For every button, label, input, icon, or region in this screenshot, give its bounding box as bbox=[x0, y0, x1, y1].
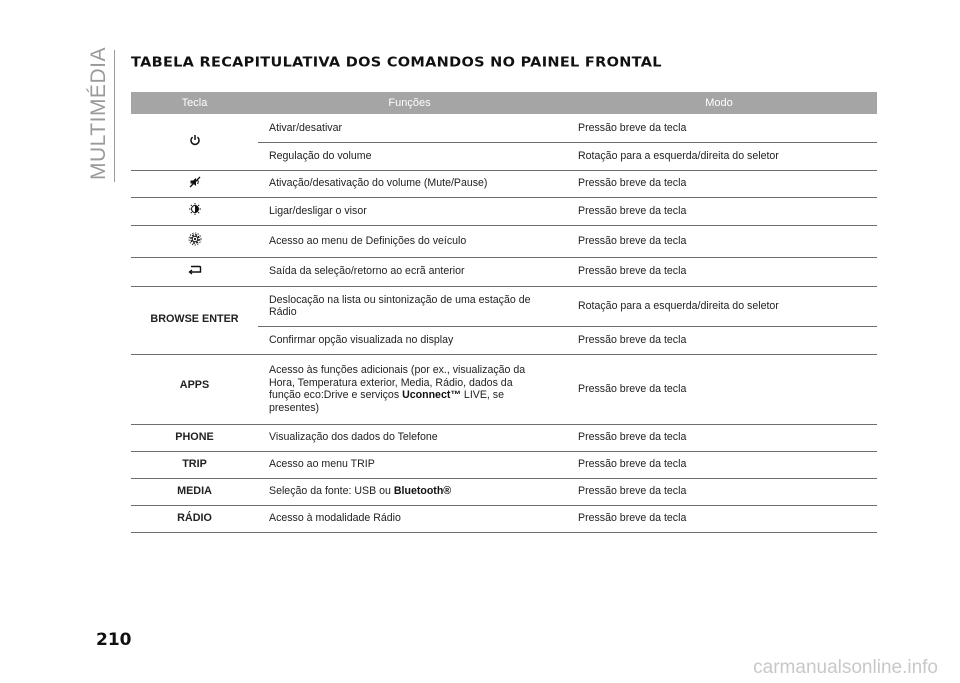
media-function-text: Seleção da fonte: USB ou bbox=[269, 485, 391, 498]
header-key: Tecla bbox=[131, 92, 258, 114]
section-label bbox=[84, 47, 114, 180]
header-functions: Funções bbox=[258, 92, 561, 114]
page-title: TABELA RECAPITULATIVA DOS COMANDOS NO PAINEL FRONTAL bbox=[131, 55, 662, 71]
table-row bbox=[131, 197, 877, 225]
display-brightness-icon bbox=[189, 203, 201, 219]
function-cell: Visualização dos dados do Telefone bbox=[258, 424, 561, 451]
mode-cell: Rotação para a esquerda/direita do seletor bbox=[561, 142, 877, 170]
mode-cell: Pressão breve da tecla bbox=[561, 326, 877, 354]
function-cell: Acesso ao menu TRIP bbox=[258, 451, 561, 478]
watermark: carmanualsonline.info bbox=[753, 657, 938, 678]
table-row bbox=[131, 505, 877, 532]
key-apps: APPS bbox=[131, 354, 258, 424]
uconnect-brand: Uconnect™ bbox=[402, 389, 461, 401]
table-header-row bbox=[131, 92, 877, 114]
table-row bbox=[131, 354, 877, 424]
key-power bbox=[131, 114, 258, 170]
header-mode: Modo bbox=[561, 92, 877, 114]
key-phone: PHONE bbox=[131, 424, 258, 451]
mode-cell: Pressão breve da tecla bbox=[561, 257, 877, 286]
power-icon bbox=[189, 134, 201, 150]
key-settings bbox=[131, 225, 258, 257]
table-row bbox=[131, 225, 877, 257]
mode-cell: Pressão breve da tecla bbox=[561, 197, 877, 225]
settings-gear-icon bbox=[188, 232, 202, 250]
function-cell bbox=[258, 354, 561, 424]
mode-cell: Pressão breve da tecla bbox=[561, 451, 877, 478]
key-mute bbox=[131, 170, 258, 197]
table-row bbox=[131, 286, 877, 326]
mode-cell: Pressão breve da tecla bbox=[561, 225, 877, 257]
key-display bbox=[131, 197, 258, 225]
key-media: MEDIA bbox=[131, 478, 258, 505]
page-number: 210 bbox=[96, 630, 132, 650]
mode-cell: Pressão breve da tecla bbox=[561, 505, 877, 532]
bluetooth-brand: Bluetooth® bbox=[393, 485, 452, 498]
table-row bbox=[131, 170, 877, 197]
function-cell: Acesso à modalidade Rádio bbox=[258, 505, 561, 532]
table-row bbox=[131, 451, 877, 478]
function-cell: Ativar/desativar bbox=[258, 114, 561, 142]
table-row bbox=[131, 114, 877, 142]
function-cell: Acesso ao menu de Definições do veículo bbox=[258, 225, 561, 257]
mode-cell: Pressão breve da tecla bbox=[561, 354, 877, 424]
table-row bbox=[131, 424, 877, 451]
section-divider bbox=[114, 50, 115, 182]
mode-cell: Pressão breve da tecla bbox=[561, 114, 877, 142]
key-radio: RÁDIO bbox=[131, 505, 258, 532]
function-cell: Ligar/desligar o visor bbox=[258, 197, 561, 225]
mode-cell: Pressão breve da tecla bbox=[561, 424, 877, 451]
table-row bbox=[131, 478, 877, 505]
apps-function-text: Acesso às funções adicionais (por ex., visualização da Hora, Temperatura exterior, Media, Rádio, dados da função eco:Drive e serviços bbox=[269, 364, 526, 401]
key-trip: TRIP bbox=[131, 451, 258, 478]
function-cell: Regulação do volume bbox=[258, 142, 561, 170]
function-cell: Deslocação na lista ou sintonização de uma estação de Rádio bbox=[258, 286, 561, 326]
section-label-text: MULTIMÉDIA bbox=[87, 47, 110, 180]
back-arrow-icon bbox=[188, 265, 202, 279]
mode-cell: Rotação para a esquerda/direita do seletor bbox=[561, 286, 877, 326]
key-back bbox=[131, 257, 258, 286]
mute-icon bbox=[189, 176, 201, 192]
mode-cell: Pressão breve da tecla bbox=[561, 170, 877, 197]
function-cell: Confirmar opção visualizada no display bbox=[258, 326, 561, 354]
key-browse-enter: BROWSE ENTER bbox=[131, 286, 258, 354]
apps-function-text-end: LIVE, se presentes) bbox=[269, 389, 504, 414]
function-cell bbox=[258, 478, 561, 505]
mode-cell: Pressão breve da tecla bbox=[561, 478, 877, 505]
table-row bbox=[131, 257, 877, 286]
commands-table bbox=[131, 92, 877, 533]
function-cell: Saída da seleção/retorno ao ecrã anterior bbox=[258, 257, 561, 286]
function-cell: Ativação/desativação do volume (Mute/Pause) bbox=[258, 170, 561, 197]
